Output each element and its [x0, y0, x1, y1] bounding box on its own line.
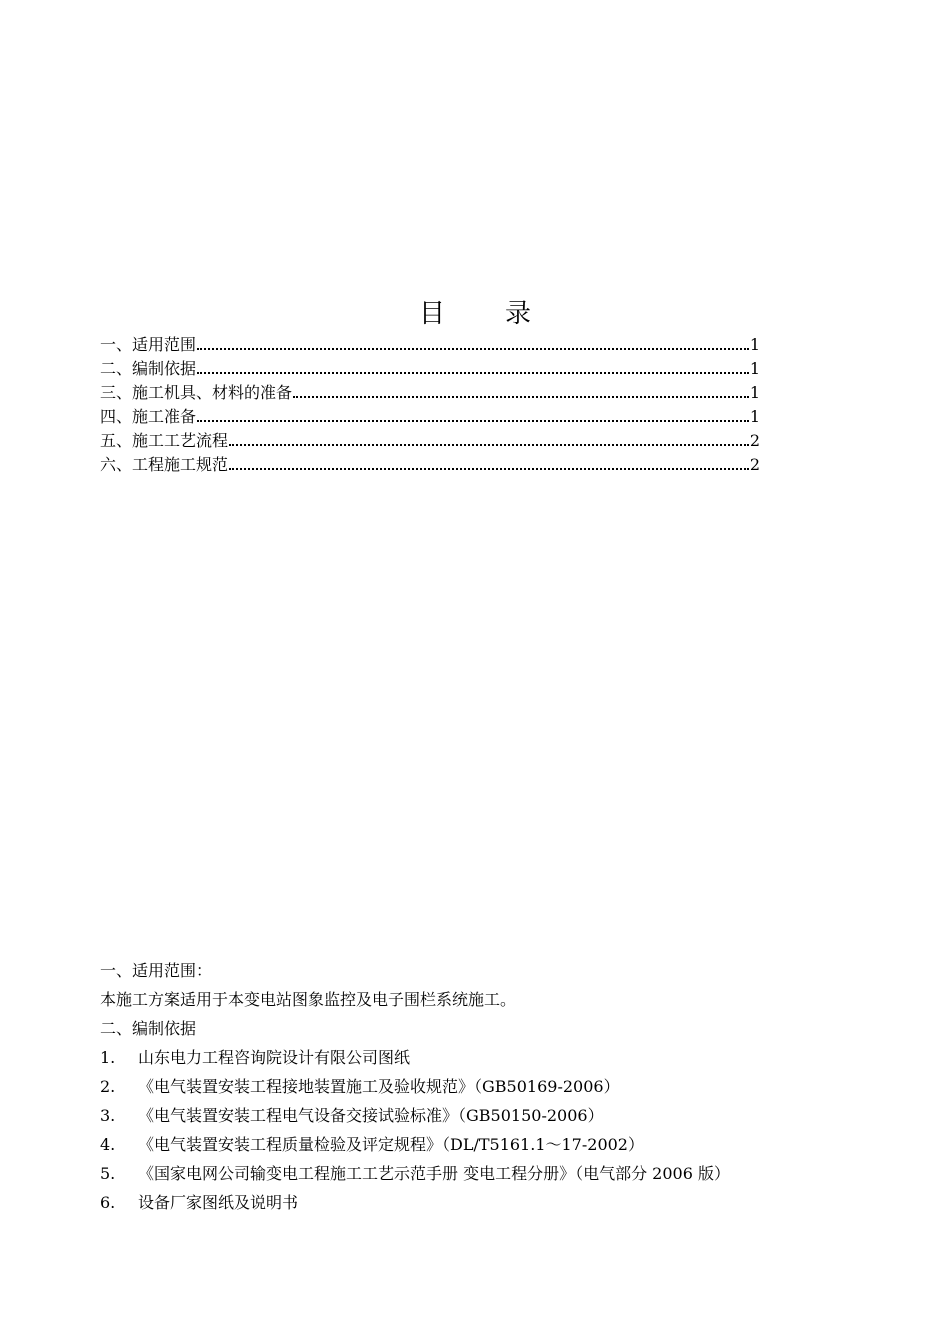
toc-leader-dots — [293, 396, 749, 398]
toc-leader-dots — [229, 468, 749, 470]
reference-number: 3. — [100, 1106, 116, 1125]
reference-item — [100, 1072, 860, 1101]
toc-entry-label: 三、施工机具、材料的准备 — [100, 383, 293, 402]
reference-number: 4. — [100, 1135, 116, 1154]
table-of-contents — [100, 333, 760, 477]
section-heading-basis: 二、编制依据 — [100, 1019, 197, 1038]
toc-entry[interactable] — [100, 357, 760, 381]
toc-entry-label: 五、施工工艺流程 — [100, 431, 229, 450]
toc-entry[interactable] — [100, 381, 760, 405]
toc-entry-page: 1 — [749, 407, 760, 426]
toc-entry[interactable] — [100, 333, 760, 357]
toc-leader-dots — [229, 444, 749, 446]
toc-entry-label: 六、工程施工规范 — [100, 455, 229, 474]
toc-entry[interactable] — [100, 453, 760, 477]
toc-leader-dots — [197, 372, 749, 374]
toc-entry-page: 1 — [749, 383, 760, 402]
reference-number: 1. — [100, 1048, 116, 1067]
reference-number: 6. — [100, 1193, 116, 1212]
reference-item — [100, 1043, 860, 1072]
toc-entry-page: 2 — [749, 455, 760, 474]
toc-entry-page: 1 — [749, 359, 760, 378]
reference-item — [100, 1188, 860, 1217]
toc-entry[interactable] — [100, 429, 760, 453]
toc-entry-page: 1 — [749, 335, 760, 354]
reference-text: 《国家电网公司输变电工程施工工艺示范手册 变电工程分册》（电气部分 2006 版） — [138, 1164, 730, 1183]
reference-text: 《电气装置安装工程接地装置施工及验收规范》（GB50169-2006） — [138, 1077, 620, 1096]
toc-entry-label: 一、适用范围 — [100, 335, 197, 354]
reference-text: 山东电力工程咨询院设计有限公司图纸 — [138, 1048, 411, 1067]
reference-text: 《电气装置安装工程电气设备交接试验标准》（GB50150-2006） — [138, 1106, 604, 1125]
scope-paragraph: 本施工方案适用于本变电站图象监控及电子围栏系统施工。 — [100, 990, 517, 1009]
toc-leader-dots — [197, 348, 749, 350]
document-body — [100, 956, 860, 1217]
section-heading-scope: 一、适用范围： — [100, 961, 213, 980]
toc-entry[interactable] — [100, 405, 760, 429]
toc-title: 目录 — [418, 299, 591, 329]
toc-entry-label: 二、编制依据 — [100, 359, 197, 378]
toc-entry-page: 2 — [749, 431, 760, 450]
reference-item — [100, 1130, 860, 1159]
reference-number: 2. — [100, 1077, 116, 1096]
reference-number: 5. — [100, 1164, 116, 1183]
reference-text: 设备厂家图纸及说明书 — [138, 1193, 299, 1212]
toc-leader-dots — [197, 420, 749, 422]
toc-entry-label: 四、施工准备 — [100, 407, 197, 426]
reference-item — [100, 1159, 860, 1188]
reference-item — [100, 1101, 860, 1130]
reference-text: 《电气装置安装工程质量检验及评定规程》（DL/T5161.1～17-2002） — [138, 1135, 644, 1154]
